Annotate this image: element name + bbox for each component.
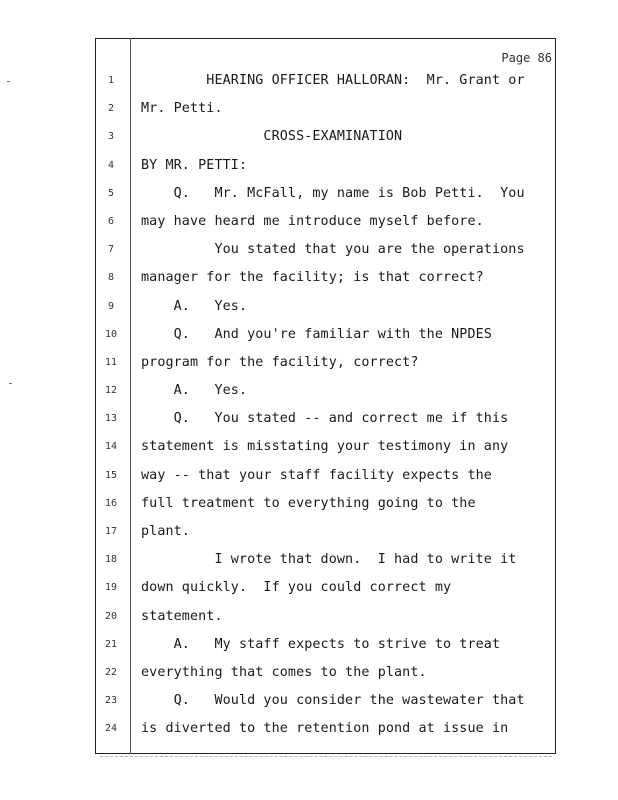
line-text: You stated that you are the operations — [141, 242, 525, 258]
transcript-line — [96, 609, 554, 637]
transcript-lines — [96, 73, 554, 750]
line-text: I wrote that down. I had to write it — [141, 552, 517, 568]
line-number: 12 — [104, 385, 118, 397]
transcript-line — [96, 721, 554, 749]
line-text: may have heard me introduce myself before. — [141, 213, 484, 229]
transcript-line — [96, 242, 554, 270]
line-number: 3 — [107, 131, 115, 143]
line-text: everything that comes to the plant. — [141, 664, 427, 680]
scan-speck — [7, 81, 10, 82]
transcript-line — [96, 637, 554, 665]
line-number: 20 — [104, 610, 118, 622]
line-text: down quickly. If you could correct my — [141, 580, 452, 596]
line-number: 19 — [104, 582, 118, 594]
line-number: 18 — [104, 554, 118, 566]
transcript-line — [96, 439, 554, 467]
line-number: 16 — [104, 497, 118, 509]
line-number: 15 — [104, 469, 118, 481]
line-number: 2 — [107, 103, 115, 115]
line-text: is diverted to the retention pond at issue in — [141, 721, 509, 737]
line-text: A. Yes. — [141, 383, 248, 399]
line-number: 6 — [107, 215, 115, 227]
line-text: manager for the facility; is that correct? — [141, 270, 484, 286]
line-text: statement. — [141, 608, 223, 624]
scan-footer-artifact — [100, 756, 552, 763]
line-text: A. My staff expects to strive to treat — [141, 636, 501, 652]
line-text: Q. And you're familiar with the NPDES — [141, 326, 492, 342]
line-number: 9 — [107, 300, 115, 312]
line-text: Q. Mr. McFall, my name is Bob Petti. You — [141, 185, 525, 201]
line-text: BY MR. PETTI: — [141, 157, 248, 173]
line-number: 10 — [104, 328, 118, 340]
transcript-line — [96, 693, 554, 721]
transcript-line — [96, 496, 554, 524]
transcript-line — [96, 468, 554, 496]
line-text: Q. Would you consider the wastewater that — [141, 693, 525, 709]
line-number: 7 — [107, 244, 115, 256]
line-number: 17 — [104, 526, 118, 537]
line-number: 1 — [107, 75, 115, 86]
line-text: A. Yes. — [141, 298, 248, 314]
line-text: plant. — [141, 524, 190, 539]
transcript-line — [96, 327, 554, 355]
line-text: way -- that your staff facility expects the — [141, 467, 492, 483]
line-number: 21 — [104, 638, 118, 650]
line-text: CROSS-EXAMINATION — [141, 129, 403, 145]
transcript-line — [96, 665, 554, 693]
transcript-line — [96, 186, 554, 214]
transcript-line — [96, 411, 554, 439]
line-number: 24 — [104, 723, 118, 735]
line-number: 5 — [107, 187, 115, 199]
line-text: HEARING OFFICER HALLORAN: Mr. Grant or — [141, 73, 525, 88]
transcript-line — [96, 214, 554, 242]
transcript-line — [96, 270, 554, 298]
line-number: 8 — [107, 272, 115, 284]
line-text: Mr. Petti. — [141, 101, 223, 117]
line-number: 14 — [104, 441, 118, 453]
line-number: 23 — [104, 695, 118, 707]
transcript-line — [96, 383, 554, 411]
transcript-line — [96, 524, 554, 552]
line-text: program for the facility, correct? — [141, 354, 419, 370]
line-text: Q. You stated -- and correct me if this — [141, 411, 509, 427]
line-number: 22 — [104, 666, 118, 678]
transcript-line — [96, 552, 554, 580]
transcript-line — [96, 73, 554, 101]
transcript-line — [96, 101, 554, 129]
line-number: 11 — [104, 356, 118, 368]
scan-speck — [9, 383, 12, 384]
line-text: statement is misstating your testimony in any — [141, 439, 509, 455]
transcript-line — [96, 129, 554, 157]
line-number: 4 — [107, 159, 115, 171]
transcript-line — [96, 158, 554, 186]
line-number: 13 — [104, 413, 118, 425]
transcript-line — [96, 355, 554, 383]
page-number: Page 86 — [501, 51, 552, 65]
line-text: full treatment to everything going to the — [141, 495, 476, 511]
transcript-line — [96, 299, 554, 327]
transcript-line — [96, 580, 554, 608]
